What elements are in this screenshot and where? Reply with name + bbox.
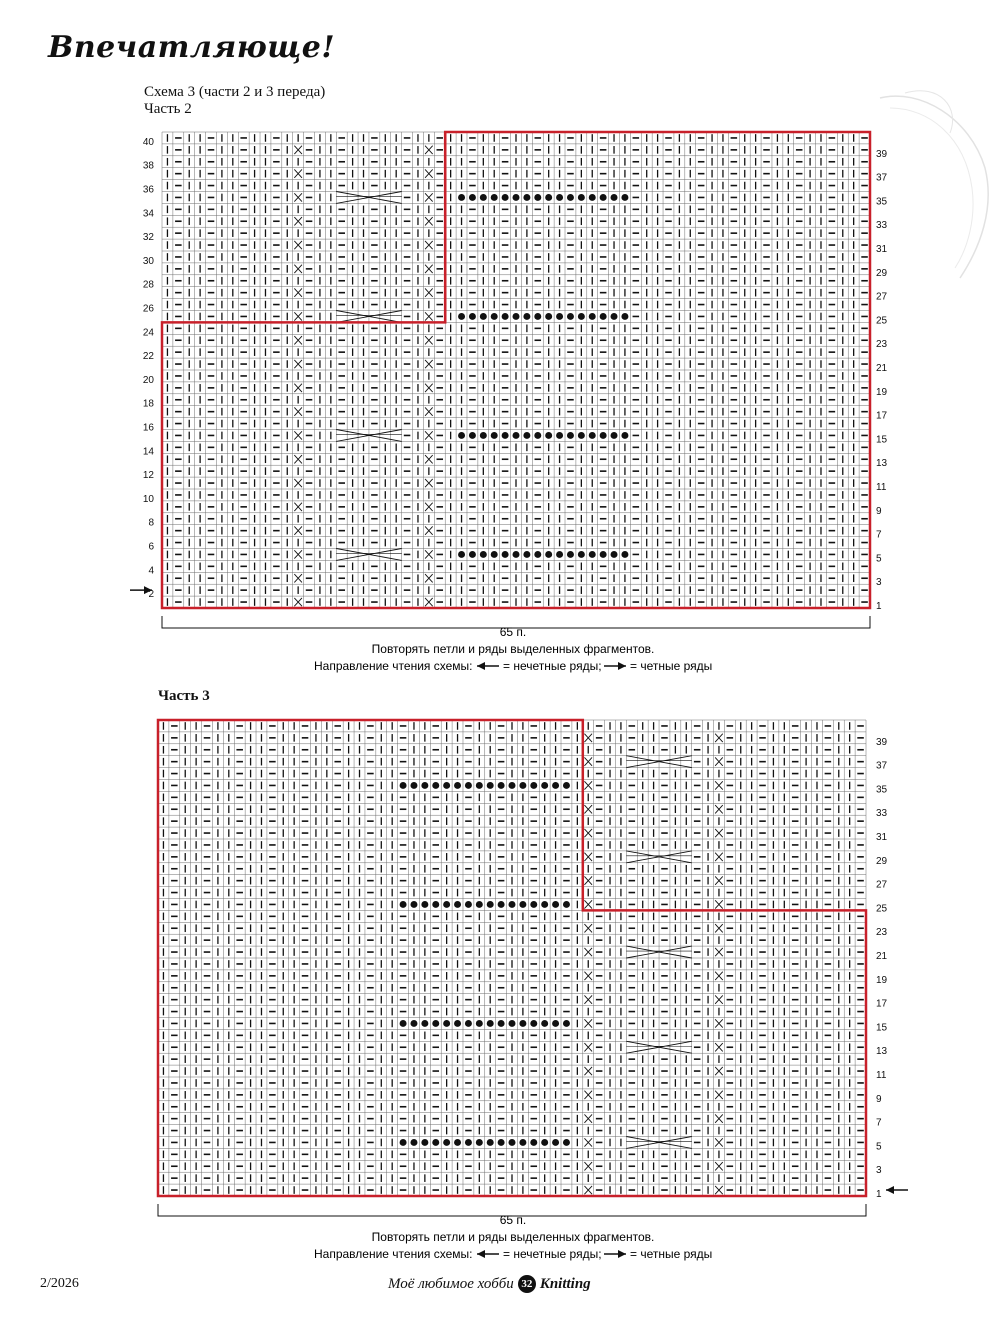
row-number: 7 [876, 529, 882, 541]
part-3-direction-even: = четные ряды [630, 1247, 713, 1261]
footer-magazine [388, 1275, 591, 1293]
row-number: 26 [142, 303, 154, 315]
row-number: 38 [142, 160, 154, 172]
part-2-label: Часть 2 [144, 101, 192, 117]
row-number: 11 [876, 1070, 887, 1081]
row-number: 23 [876, 339, 888, 351]
part-3-stitch-count: 65 п. [499, 1213, 527, 1227]
row-number: 39 [876, 736, 888, 748]
row-number: 17 [876, 998, 888, 1010]
part-3-direction-label: Направление чтения схемы: [314, 1247, 473, 1261]
row-labels-right-3 [876, 737, 888, 1200]
row-number: 13 [876, 458, 888, 470]
part-2-repeat-note: Повторять петли и ряды выделенных фрагментов. [371, 642, 655, 656]
row-number: 15 [876, 434, 888, 446]
row-number: 30 [142, 255, 154, 267]
scheme-title: Схема 3 (части 2 и 3 переда) [144, 84, 326, 100]
row-number: 19 [876, 974, 888, 986]
part-3-arrow-odd-icon [477, 1250, 499, 1258]
row-number: 33 [876, 220, 888, 232]
part-2-direction-label: Направление чтения схемы: [314, 659, 473, 673]
row-number: 3 [876, 577, 882, 589]
row-number: 35 [876, 196, 888, 208]
row-number: 27 [876, 291, 888, 303]
part-2-stitch-count: 65 п. [499, 625, 527, 639]
page-title: Впечатляюще! [48, 30, 336, 65]
row-number: 29 [876, 855, 888, 867]
row-number: 21 [876, 363, 888, 374]
row-number: 14 [142, 446, 154, 458]
row-number: 25 [876, 903, 888, 915]
row-number: 27 [876, 879, 888, 891]
row-number: 21 [876, 951, 888, 962]
row-number: 31 [876, 832, 888, 843]
row-number: 28 [142, 279, 154, 291]
row-number: 33 [876, 808, 888, 820]
row-number: 39 [876, 148, 888, 160]
part-3-label: Часть 3 [158, 688, 210, 704]
row-number: 16 [142, 422, 154, 434]
part-3-direction-odd: = нечетные ряды; [503, 1247, 602, 1261]
row-number: 19 [876, 386, 888, 398]
row-number: 3 [876, 1165, 882, 1177]
row-number: 25 [876, 315, 888, 327]
row-number: 24 [142, 327, 154, 339]
row-number: 1 [876, 1189, 882, 1200]
row-number: 32 [142, 232, 154, 244]
issue-number: 2/2026 [40, 1276, 79, 1291]
page-number: 32 [518, 1275, 536, 1293]
row-number: 6 [148, 541, 154, 553]
row-number: 4 [148, 565, 154, 577]
row-number: 5 [876, 1141, 882, 1153]
row-number: 11 [876, 482, 887, 493]
row-number: 37 [876, 172, 888, 184]
row-number: 7 [876, 1117, 882, 1129]
row-number: 29 [876, 267, 888, 279]
row-number: 20 [142, 374, 154, 386]
row-number: 13 [876, 1046, 888, 1058]
chart-grid [158, 720, 866, 1196]
row-number: 1 [876, 601, 882, 612]
row-number: 23 [876, 927, 888, 939]
row-number: 12 [142, 470, 154, 482]
start-arrow-3-icon [886, 1186, 908, 1194]
row-number: 10 [142, 493, 154, 505]
row-number: 9 [876, 505, 882, 517]
row-number: 36 [142, 184, 154, 196]
part-2-direction-odd: = нечетные ряды; [503, 659, 602, 673]
part-2-direction-even: = четные ряды [630, 659, 713, 673]
row-number: 22 [142, 351, 154, 363]
row-number: 9 [876, 1093, 882, 1105]
row-number: 5 [876, 553, 882, 565]
row-number: 35 [876, 784, 888, 796]
row-number: 8 [148, 517, 154, 529]
brand-name: Knitting [539, 1275, 591, 1292]
part-3-repeat-note: Повторять петли и ряды выделенных фрагментов. [371, 1230, 655, 1244]
row-number: 15 [876, 1022, 888, 1034]
row-number: 40 [142, 136, 154, 148]
row-number: 31 [876, 244, 888, 255]
row-number: 2 [148, 589, 154, 601]
row-number: 18 [142, 398, 154, 410]
magazine-name: Моё любимое хобби [388, 1275, 514, 1292]
row-number: 37 [876, 760, 888, 772]
row-number: 17 [876, 410, 888, 422]
row-number: 34 [142, 208, 154, 220]
part-3-arrow-even-icon [604, 1250, 626, 1258]
